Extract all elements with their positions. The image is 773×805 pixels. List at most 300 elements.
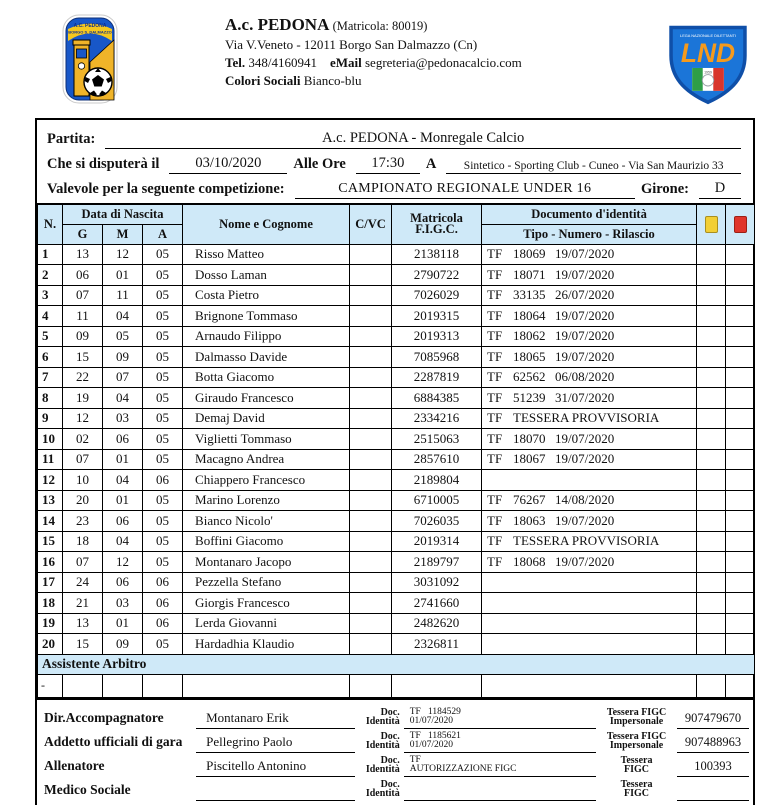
matricola-figc: 2326811	[392, 634, 482, 655]
official-role-label: Allenatore	[44, 757, 105, 773]
birth-day: 22	[63, 367, 103, 388]
birth-year: 06	[143, 572, 183, 593]
yellow-card-cell	[697, 449, 726, 470]
table-row	[38, 347, 755, 368]
matricola-figc: 2019315	[392, 306, 482, 327]
player-name: Demaj David	[183, 408, 350, 429]
matricola-figc: 2287819	[392, 367, 482, 388]
competition-label: Valevole per la seguente competizione:	[47, 181, 285, 197]
birth-year: 05	[143, 388, 183, 409]
birth-year: 05	[143, 347, 183, 368]
red-card-cell	[726, 470, 755, 491]
official-role-label: Addetto ufficiali di gara	[44, 733, 183, 749]
birth-month: 11	[103, 285, 143, 306]
club-name: A.c. PEDONA	[225, 15, 330, 34]
document-identity: TF TESSERA PROVVISORIA	[482, 531, 697, 552]
table-row	[38, 511, 755, 532]
birth-month: 03	[103, 408, 143, 429]
birth-year: 05	[143, 367, 183, 388]
yellow-card-cell	[697, 285, 726, 306]
birth-year: 05	[143, 634, 183, 655]
red-card-cell	[726, 285, 755, 306]
birth-month: 06	[103, 429, 143, 450]
doc-identita-value: TF 1185621 01/07/2020	[404, 732, 596, 753]
email-label: eMail	[329, 55, 362, 70]
birth-month: 12	[103, 244, 143, 265]
red-card-cell	[726, 429, 755, 450]
cvc-value	[350, 593, 392, 614]
venue-value: Sintetico - Sporting Club - Cuneo - Via San Maurizio 33	[446, 160, 741, 174]
row-number: 7	[38, 367, 63, 388]
col-header-doc-sub: Tipo - Numero - Rilascio	[482, 224, 697, 244]
col-header-matricola: Matricola F.I.G.C.	[392, 204, 482, 244]
table-row	[38, 429, 755, 450]
row-number: 4	[38, 306, 63, 327]
cvc-value	[350, 634, 392, 655]
col-header-year: A	[143, 224, 183, 244]
red-card-cell	[726, 244, 755, 265]
matricola-figc: 2790722	[392, 265, 482, 286]
club-logo	[62, 14, 118, 104]
matricola-figc: 2189804	[392, 470, 482, 491]
row-number: 19	[38, 613, 63, 634]
player-name: Macagno Andrea	[183, 449, 350, 470]
assistente-arbitro-label: Assistente Arbitro	[38, 654, 755, 674]
red-card-cell	[726, 347, 755, 368]
row-number: 8	[38, 388, 63, 409]
red-card-cell	[726, 326, 755, 347]
birth-month: 06	[103, 511, 143, 532]
row-number: 18	[38, 593, 63, 614]
row-number: 14	[38, 511, 63, 532]
red-card-icon	[734, 216, 747, 233]
document-identity: TF 18062 19/07/2020	[482, 326, 697, 347]
birth-year: 05	[143, 326, 183, 347]
row-number: 5	[38, 326, 63, 347]
matricola-figc: 7026035	[392, 511, 482, 532]
document-identity	[482, 572, 697, 593]
red-card-cell	[726, 449, 755, 470]
red-card-cell	[726, 511, 755, 532]
player-name: Brignone Tommaso	[183, 306, 350, 327]
matricola-figc: 2138118	[392, 244, 482, 265]
document-identity	[482, 634, 697, 655]
table-row	[38, 449, 755, 470]
cvc-value	[350, 265, 392, 286]
birth-day: 20	[63, 490, 103, 511]
date-label: Che si disputerà il	[47, 156, 160, 172]
email-value: segreteria@pedonacalcio.com	[365, 55, 522, 70]
birth-day: 12	[63, 408, 103, 429]
yellow-card-cell	[697, 429, 726, 450]
birth-month: 04	[103, 306, 143, 327]
row-number: 9	[38, 408, 63, 429]
cvc-value	[350, 326, 392, 347]
matricola-figc: 2515063	[392, 429, 482, 450]
birth-month: 09	[103, 347, 143, 368]
red-card-cell	[726, 572, 755, 593]
svg-text:LEGA NAZIONALE DILETTANTI: LEGA NAZIONALE DILETTANTI	[680, 33, 736, 39]
birth-year: 05	[143, 511, 183, 532]
yellow-card-cell	[697, 490, 726, 511]
matricola-figc: 2019313	[392, 326, 482, 347]
row-number: 12	[38, 470, 63, 491]
official-name: Piscitello Antonino	[196, 758, 355, 777]
matricola-figc: 2019314	[392, 531, 482, 552]
yellow-card-cell	[697, 634, 726, 655]
row-number: 20	[38, 634, 63, 655]
document-identity	[482, 593, 697, 614]
birth-month: 04	[103, 388, 143, 409]
table-row	[38, 306, 755, 327]
player-name: Lerda Giovanni	[183, 613, 350, 634]
colors-label: Colori Sociali	[225, 73, 301, 88]
doc-identita-value: TF AUTORIZZAZIONE FIGC	[404, 756, 596, 777]
birth-day: 15	[63, 347, 103, 368]
document-identity: TF 18070 19/07/2020	[482, 429, 697, 450]
document-identity: TF 18063 19/07/2020	[482, 511, 697, 532]
player-name: Bianco Nicolo'	[183, 511, 350, 532]
document-header	[0, 0, 773, 118]
birth-year: 06	[143, 613, 183, 634]
row-number: 17	[38, 572, 63, 593]
player-name: Chiappero Francesco	[183, 470, 350, 491]
player-name: Giorgis Francesco	[183, 593, 350, 614]
player-name: Giraudo Francesco	[183, 388, 350, 409]
tessera-label: Tessera FIGC	[620, 754, 653, 775]
row-number: 16	[38, 552, 63, 573]
birth-day: 07	[63, 285, 103, 306]
birth-year: 05	[143, 265, 183, 286]
row-number: 11	[38, 449, 63, 470]
table-row	[38, 388, 755, 409]
col-header-red	[726, 204, 755, 244]
yellow-card-cell	[697, 572, 726, 593]
cvc-value	[350, 408, 392, 429]
document-identity: TF 18068 19/07/2020	[482, 552, 697, 573]
row-number: 3	[38, 285, 63, 306]
red-card-cell	[726, 552, 755, 573]
player-name: Viglietti Tommaso	[183, 429, 350, 450]
birth-month: 06	[103, 572, 143, 593]
time-label: Alle Ore	[293, 156, 346, 172]
table-row	[38, 593, 755, 614]
official-row	[41, 753, 749, 777]
at-label: A	[425, 156, 437, 172]
birth-month: 07	[103, 367, 143, 388]
girone-label: Girone:	[640, 181, 689, 197]
yellow-card-cell	[697, 511, 726, 532]
matricola-figc: 7026029	[392, 285, 482, 306]
club-matricola: (Matricola: 80019)	[332, 19, 428, 33]
cvc-value	[350, 429, 392, 450]
birth-month: 03	[103, 593, 143, 614]
yellow-card-cell	[697, 388, 726, 409]
cvc-value	[350, 531, 392, 552]
matricola-figc: 3031092	[392, 572, 482, 593]
birth-day: 11	[63, 306, 103, 327]
document-identity: TF 18071 19/07/2020	[482, 265, 697, 286]
table-row	[38, 408, 755, 429]
birth-year: 05	[143, 490, 183, 511]
lnd-logo	[664, 22, 752, 106]
birth-day: 06	[63, 265, 103, 286]
yellow-card-cell	[697, 306, 726, 327]
table-row	[38, 285, 755, 306]
row-number: 13	[38, 490, 63, 511]
birth-year: 05	[143, 552, 183, 573]
birth-day: 07	[63, 449, 103, 470]
col-header-n: N.	[38, 204, 63, 244]
col-header-day: G	[63, 224, 103, 244]
table-row	[38, 613, 755, 634]
birth-day: 13	[63, 244, 103, 265]
official-role-label: Dir.Accompagnatore	[44, 709, 164, 725]
matricola-figc: 6710005	[392, 490, 482, 511]
cvc-value	[350, 367, 392, 388]
red-card-cell	[726, 367, 755, 388]
birth-year: 05	[143, 285, 183, 306]
birth-year: 06	[143, 593, 183, 614]
birth-day: 09	[63, 326, 103, 347]
tessera-number: 907479670	[677, 711, 749, 729]
birth-month: 01	[103, 490, 143, 511]
birth-day: 07	[63, 552, 103, 573]
tessera-number: 100393	[677, 759, 749, 777]
colors-value: Bianco-blu	[303, 73, 362, 88]
document-identity: TF 18067 19/07/2020	[482, 449, 697, 470]
cvc-value	[350, 470, 392, 491]
yellow-card-cell	[697, 531, 726, 552]
col-header-name: Nome e Cognome	[183, 204, 350, 244]
cvc-value	[350, 306, 392, 327]
doc-identita-label: Doc. Identità	[365, 778, 400, 799]
cvc-value	[350, 572, 392, 593]
time-value: 17:30	[356, 155, 420, 174]
matricola-figc: 2741660	[392, 593, 482, 614]
red-card-cell	[726, 634, 755, 655]
birth-month: 12	[103, 552, 143, 573]
doc-identita-label: Doc. Identità	[365, 754, 400, 775]
birth-year: 05	[143, 306, 183, 327]
table-row	[38, 531, 755, 552]
row-number: 2	[38, 265, 63, 286]
col-header-document: Documento d'identità	[482, 204, 697, 224]
doc-identita-value	[404, 798, 596, 801]
table-row	[38, 490, 755, 511]
birth-day: 24	[63, 572, 103, 593]
birth-day: 18	[63, 531, 103, 552]
table-row	[38, 552, 755, 573]
document-identity: TF 18065 19/07/2020	[482, 347, 697, 368]
table-row	[38, 265, 755, 286]
birth-day: 10	[63, 470, 103, 491]
col-header-birthdate: Data di Nascita	[63, 204, 183, 224]
document-identity: TF 18069 19/07/2020	[482, 244, 697, 265]
document-identity	[482, 613, 697, 634]
yellow-card-icon	[705, 216, 718, 233]
birth-month: 01	[103, 613, 143, 634]
red-card-cell	[726, 265, 755, 286]
partita-label: Partita:	[47, 131, 96, 147]
official-row	[41, 729, 749, 753]
yellow-card-cell	[697, 244, 726, 265]
tessera-number: 907488963	[677, 735, 749, 753]
cvc-value	[350, 552, 392, 573]
birth-day: 23	[63, 511, 103, 532]
yellow-card-cell	[697, 470, 726, 491]
svg-text:LND: LND	[680, 37, 736, 68]
red-card-cell	[726, 306, 755, 327]
yellow-card-cell	[697, 613, 726, 634]
matricola-figc: 2857610	[392, 449, 482, 470]
birth-month: 04	[103, 531, 143, 552]
girone-value: D	[699, 180, 741, 199]
svg-text:A.C. PEDONA: A.C. PEDONA	[73, 23, 107, 29]
competition-value: CAMPIONATO REGIONALE UNDER 16	[295, 181, 635, 199]
birth-year: 05	[143, 531, 183, 552]
document-identity: TF 51239 31/07/2020	[482, 388, 697, 409]
table-row	[38, 634, 755, 655]
cvc-value	[350, 347, 392, 368]
player-name: Botta Giacomo	[183, 367, 350, 388]
player-name: Marino Lorenzo	[183, 490, 350, 511]
birth-month: 04	[103, 470, 143, 491]
cvc-value	[350, 511, 392, 532]
red-card-cell	[726, 388, 755, 409]
cvc-value	[350, 388, 392, 409]
player-name: Boffini Giacomo	[183, 531, 350, 552]
document-identity: TF 33135 26/07/2020	[482, 285, 697, 306]
row-number: 6	[38, 347, 63, 368]
svg-text:BORGO S. DALMAZZO: BORGO S. DALMAZZO	[68, 29, 112, 35]
col-header-cvc: C/VC	[350, 204, 392, 244]
yellow-card-cell	[697, 265, 726, 286]
form-box	[35, 118, 755, 805]
matricola-figc: 2334216	[392, 408, 482, 429]
document-identity: TF 62562 06/08/2020	[482, 367, 697, 388]
matricola-figc: 2189797	[392, 552, 482, 573]
doc-identita-label: Doc. Identità	[365, 706, 400, 727]
table-row	[38, 326, 755, 347]
cvc-value	[350, 285, 392, 306]
birth-year: 05	[143, 244, 183, 265]
yellow-card-cell	[697, 367, 726, 388]
player-name: Dosso Laman	[183, 265, 350, 286]
official-row	[41, 777, 749, 801]
tessera-label: Tessera FIGC Impersonale	[606, 730, 667, 751]
partita-value: A.c. PEDONA - Monregale Calcio	[105, 130, 741, 149]
document-identity: TF TESSERA PROVVISORIA	[482, 408, 697, 429]
row-number: 1	[38, 244, 63, 265]
cvc-value	[350, 613, 392, 634]
birth-month: 09	[103, 634, 143, 655]
empty-row: -	[38, 674, 755, 698]
assistente-arbitro-row	[38, 654, 755, 674]
table-row	[38, 470, 755, 491]
match-info-section	[37, 120, 753, 199]
birth-month: 01	[103, 449, 143, 470]
birth-day: 13	[63, 613, 103, 634]
birth-day: 02	[63, 429, 103, 450]
yellow-card-cell	[697, 347, 726, 368]
doc-identita-label: Doc. Identità	[365, 730, 400, 751]
birth-month: 05	[103, 326, 143, 347]
cvc-value	[350, 490, 392, 511]
birth-year: 05	[143, 408, 183, 429]
player-name: Dalmasso Davide	[183, 347, 350, 368]
document-identity: TF 76267 14/08/2020	[482, 490, 697, 511]
svg-text:1959: 1959	[704, 70, 712, 75]
red-card-cell	[726, 490, 755, 511]
tel-label: Tel.	[225, 55, 246, 70]
birth-day: 21	[63, 593, 103, 614]
table-row	[38, 244, 755, 265]
red-card-cell	[726, 408, 755, 429]
player-name: Arnaudo Filippo	[183, 326, 350, 347]
roster-body	[38, 244, 755, 654]
official-role-label: Medico Sociale	[44, 781, 131, 797]
row-number: 15	[38, 531, 63, 552]
red-card-cell	[726, 593, 755, 614]
yellow-card-cell	[697, 326, 726, 347]
official-name: Montanaro Erik	[196, 710, 355, 729]
matricola-figc: 7085968	[392, 347, 482, 368]
roster-table	[37, 203, 755, 700]
player-name: Pezzella Stefano	[183, 572, 350, 593]
matricola-figc: 6884385	[392, 388, 482, 409]
yellow-card-cell	[697, 552, 726, 573]
table-row	[38, 367, 755, 388]
cvc-value	[350, 244, 392, 265]
date-value: 03/10/2020	[169, 155, 287, 174]
red-card-cell	[726, 531, 755, 552]
red-card-cell	[726, 613, 755, 634]
birth-year: 05	[143, 449, 183, 470]
tessera-label: Tessera FIGC	[620, 778, 653, 799]
table-row	[38, 572, 755, 593]
document-identity: TF 18064 19/07/2020	[482, 306, 697, 327]
officials-section	[37, 705, 753, 801]
row-number: 10	[38, 429, 63, 450]
col-header-month: M	[103, 224, 143, 244]
cvc-value	[350, 449, 392, 470]
birth-day: 19	[63, 388, 103, 409]
player-name: Hardadhia Klaudio	[183, 634, 350, 655]
official-name	[196, 798, 355, 801]
player-name: Montanaro Jacopo	[183, 552, 350, 573]
official-row	[41, 705, 749, 729]
player-name: Risso Matteo	[183, 244, 350, 265]
birth-month: 01	[103, 265, 143, 286]
club-info	[225, 16, 522, 89]
document-identity	[482, 470, 697, 491]
official-name: Pellegrino Paolo	[196, 734, 355, 753]
birth-year: 05	[143, 429, 183, 450]
yellow-card-cell	[697, 593, 726, 614]
birth-year: 06	[143, 470, 183, 491]
birth-day: 15	[63, 634, 103, 655]
col-header-yellow	[697, 204, 726, 244]
tessera-number	[677, 798, 749, 801]
player-name: Costa Pietro	[183, 285, 350, 306]
club-address: Via V.Veneto - 12011 Borgo San Dalmazzo (Cn)	[225, 37, 478, 52]
doc-identita-value: TF 1184529 01/07/2020	[404, 708, 596, 729]
tel-value: 348/4160941	[248, 55, 317, 70]
matricola-figc: 2482620	[392, 613, 482, 634]
tessera-label: Tessera FIGC Impersonale	[606, 706, 667, 727]
yellow-card-cell	[697, 408, 726, 429]
